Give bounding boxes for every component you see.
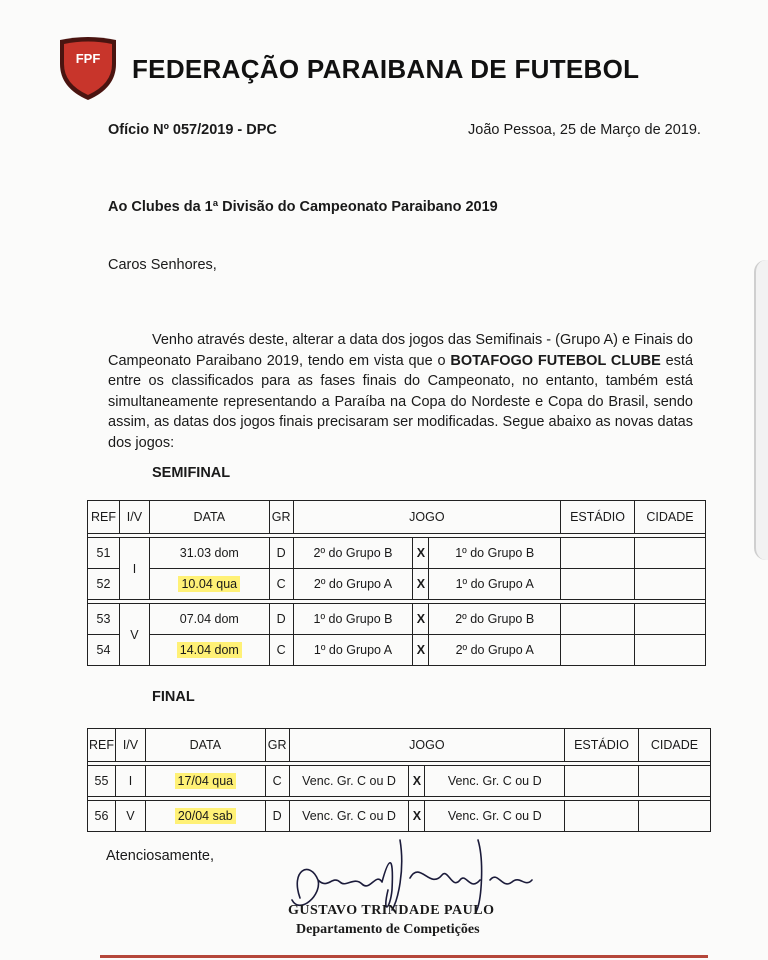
cell-gr: D: [269, 604, 293, 635]
cell-ref: 54: [88, 635, 120, 666]
cell-home: 2º do Grupo A: [293, 569, 413, 600]
cell-estadio: [561, 538, 635, 569]
bottom-divider: [100, 955, 708, 958]
semifinal-table: [87, 500, 706, 666]
cell-gr: D: [265, 801, 289, 832]
cell-x: X: [413, 538, 429, 569]
header-iv: I/V: [119, 501, 149, 534]
letter-body: [108, 330, 693, 453]
final-title: FINAL: [152, 689, 195, 705]
date-text-highlighted: 10.04 qua: [178, 576, 240, 592]
cell-away: 1º do Grupo B: [429, 538, 561, 569]
cell-gr: C: [269, 569, 293, 600]
cell-data: [149, 569, 269, 600]
table-row: [88, 604, 706, 635]
cell-away: 1º do Grupo A: [429, 569, 561, 600]
cell-home: 1º do Grupo B: [293, 604, 413, 635]
cell-x: X: [413, 569, 429, 600]
signatory-department: Departamento de Competições: [296, 922, 480, 937]
cell-gr: C: [265, 766, 289, 797]
closing: Atenciosamente,: [106, 848, 215, 864]
cell-estadio: [561, 604, 635, 635]
cell-cidade: [639, 801, 711, 832]
cell-gr: C: [269, 635, 293, 666]
federation-title: FEDERAÇÃO PARAIBANA DE FUTEBOL: [132, 53, 640, 84]
cell-home: 2º do Grupo B: [293, 538, 413, 569]
cell-data: [145, 766, 265, 797]
letter-place-date: João Pessoa, 25 de Março de 2019.: [468, 122, 701, 138]
cell-cidade: [634, 635, 705, 666]
date-text-highlighted: 17/04 qua: [175, 773, 237, 789]
cell-home: Venc. Gr. C ou D: [289, 766, 409, 797]
cell-home: 1º do Grupo A: [293, 635, 413, 666]
cell-x: X: [413, 635, 429, 666]
table-header-row: [88, 729, 711, 762]
table-row: [88, 635, 706, 666]
cell-ref: 52: [88, 569, 120, 600]
header-cidade: CIDADE: [634, 501, 705, 534]
cell-cidade: [634, 604, 705, 635]
cell-away: 2º do Grupo B: [429, 604, 561, 635]
header-estadio: ESTÁDIO: [561, 501, 635, 534]
cell-gr: D: [269, 538, 293, 569]
cell-home: Venc. Gr. C ou D: [289, 801, 409, 832]
letter-recipient: Ao Clubes da 1ª Divisão do Campeonato Paraibano 2019: [108, 199, 498, 215]
header-gr: GR: [265, 729, 289, 762]
cell-cidade: [634, 538, 705, 569]
cell-x: X: [409, 766, 425, 797]
cell-data: [149, 635, 269, 666]
date-text-highlighted: 20/04 sab: [175, 808, 236, 824]
cell-ref: 55: [88, 766, 116, 797]
cell-iv: V: [119, 604, 149, 666]
cell-x: X: [409, 801, 425, 832]
date-text: 07.04 dom: [179, 612, 239, 626]
semifinal-title: SEMIFINAL: [152, 465, 231, 481]
cell-data: [149, 538, 269, 569]
logo-text: FPF: [75, 51, 101, 66]
body-text-pre: Venho através deste, alterar a data dos jogos das Semifinais - (Grupo A) e Finais do Campeonato Paraibano 2019, tendo em vista que o: [108, 332, 693, 369]
header-data: DATA: [145, 729, 265, 762]
cell-x: X: [413, 604, 429, 635]
table-header-row: [88, 501, 706, 534]
cell-cidade: [634, 569, 705, 600]
fpf-shield-logo: [58, 36, 118, 102]
cell-estadio: [565, 801, 639, 832]
date-text: 31.03 dom: [179, 546, 239, 560]
table-row: [88, 538, 706, 569]
signatory-name: GUSTAVO TRINDADE PAULO: [288, 903, 495, 918]
header-jogo: JOGO: [289, 729, 564, 762]
cell-away: Venc. Gr. C ou D: [425, 801, 565, 832]
cell-data: [145, 801, 265, 832]
letter-reference: Ofício Nº 057/2019 - DPC: [108, 122, 277, 138]
cell-cidade: [639, 766, 711, 797]
cell-estadio: [561, 569, 635, 600]
cell-data: [149, 604, 269, 635]
cell-iv: I: [115, 766, 145, 797]
cell-estadio: [565, 766, 639, 797]
date-text-highlighted: 14.04 dom: [177, 642, 242, 658]
final-table: [87, 728, 711, 832]
page-edge: [754, 260, 768, 560]
letter-greeting: Caros Senhores,: [108, 257, 217, 273]
cell-iv: I: [119, 538, 149, 600]
cell-ref: 56: [88, 801, 116, 832]
header-data: DATA: [149, 501, 269, 534]
cell-ref: 51: [88, 538, 120, 569]
body-club-name: BOTAFOGO FUTEBOL CLUBE: [450, 352, 661, 369]
header-iv: I/V: [115, 729, 145, 762]
cell-away: 2º do Grupo A: [429, 635, 561, 666]
cell-away: Venc. Gr. C ou D: [425, 766, 565, 797]
cell-estadio: [561, 635, 635, 666]
table-row: [88, 569, 706, 600]
header-ref: REF: [88, 729, 116, 762]
header-cidade: CIDADE: [639, 729, 711, 762]
cell-iv: V: [115, 801, 145, 832]
header-jogo: JOGO: [293, 501, 560, 534]
letterhead: [58, 34, 639, 104]
table-row: [88, 766, 711, 797]
header-ref: REF: [88, 501, 120, 534]
header-gr: GR: [269, 501, 293, 534]
cell-ref: 53: [88, 604, 120, 635]
header-estadio: ESTÁDIO: [565, 729, 639, 762]
body-text-post: está entre os classificados para as fases finais do Campeonato, no entanto, também está simultaneamente representando a Paraíba na Copa do Nordeste e Copa do Brasil, sendo assim, as datas dos jogos finais precisaram ser modificadas. Segue abaixo as novas datas dos jogos:: [108, 352, 694, 451]
